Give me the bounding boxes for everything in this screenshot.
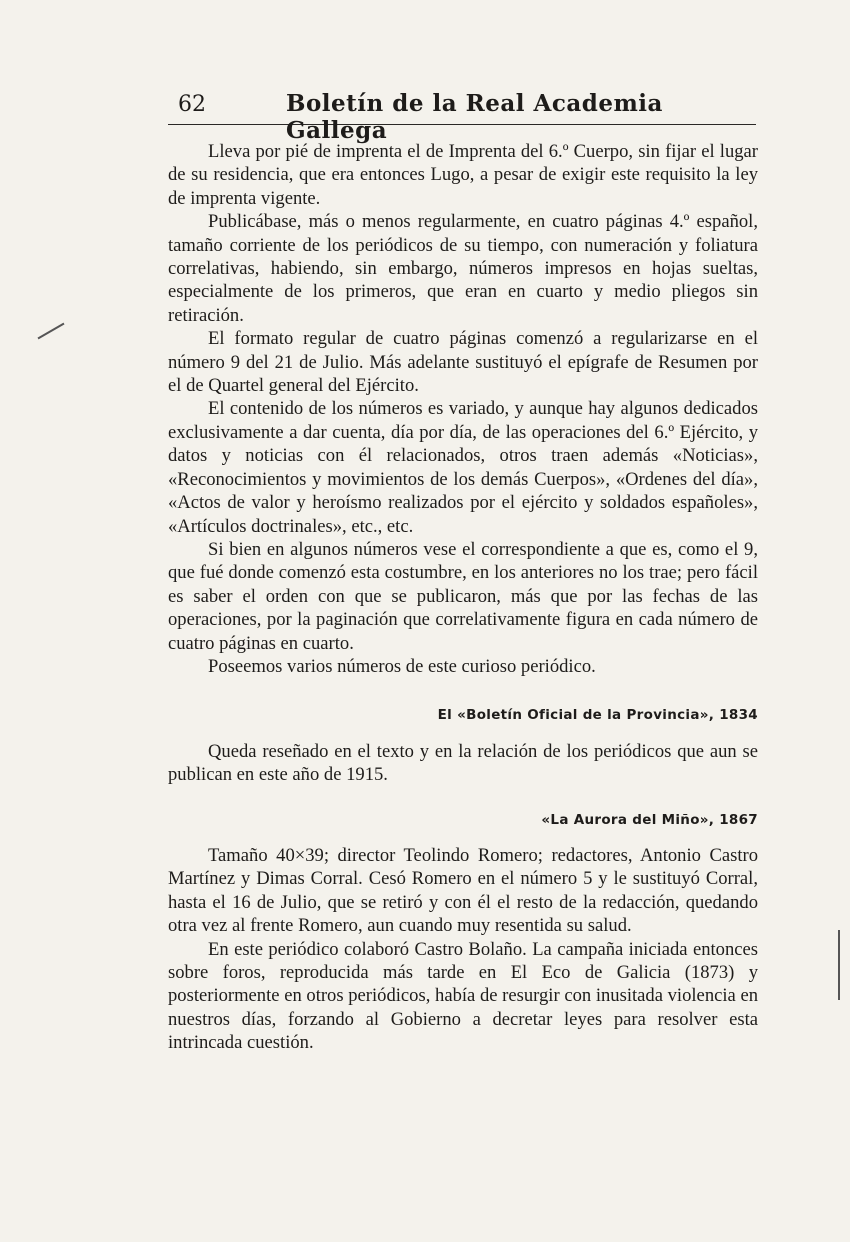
paragraph: Si bien en algunos números vese el correspondiente a que es, como el 9, que fué donde comenzó esta costumbre, en los anteriores no los trae; pero fácil es saber el orden con que se publicaron, más que por las fechas de las operaciones, por la paginación que correlativamente figura en cada número de cuatro páginas en cuarto. — [168, 538, 758, 654]
paragraph: El contenido de los números es variado, y aunque hay algunos dedicados exclusivamente a dar cuenta, día por día, de las operaciones del 6.º Ejército, y datos y noticias con él relacionados, otros traen además «Noticias», «Reconocimientos y movimientos de los demás Cuerpos», «Ordenes del día», «Actos de valor y heroísmo realizados por el ejército y soldados españoles», «Artículos doctrinales», etc., etc. — [168, 398, 758, 537]
running-title: Boletín de la Real Academia Gallega — [286, 90, 663, 144]
section-heading-aurora-del-mino: «La Aurora del Miño», 1867 — [541, 811, 758, 828]
margin-rule-mark — [838, 930, 840, 1000]
margin-pencil-mark — [38, 323, 65, 340]
paragraph: Queda reseñado en el texto y en la relación de los periódicos que aun se publican en este año de 1915. — [168, 740, 758, 786]
body-text — [168, 140, 758, 1055]
paragraph: Lleva por pié de imprenta el de Imprenta del 6.º Cuerpo, sin fijar el lugar de su residencia, que era entonces Lugo, a pesar de exigir este requisito la ley de imprenta vigente. — [168, 141, 758, 209]
page-header — [168, 88, 756, 144]
page-number: 62 — [178, 92, 206, 117]
paragraph: Poseemos varios números de este curioso periódico. — [208, 655, 596, 677]
paragraph: El formato regular de cuatro páginas comenzó a regularizarse en el número 9 del 21 de Julio. Más adelante sustituyó el epígrafe de Resumen por el de Quartel general del Ejército. — [168, 328, 758, 397]
paragraph: En este periódico colaboró Castro Bolaño. La campaña iniciada entonces sobre foros, reproducida más tarde en El Eco de Galicia (1873) y posteriormente en otros periódicos, había de resurgir con inusitada violencia en nuestros días, forzando al Gobierno a decretar leyes para resolver esta intrincada cuestión. — [168, 938, 758, 1054]
section-heading-boletin-oficial: El «Boletín Oficial de la Provincia», 1834 — [437, 707, 758, 724]
paragraph: Tamaño 40×39; director Teolindo Romero; redactores, Antonio Castro Martínez y Dimas Corral. Cesó Romero en el número 5 y le sustituyó Corral, hasta el 16 de Julio, que se retiró y con él el resto de la redacción, quedando otra vez al frente Romero, aun cuando muy resentida su salud. — [168, 844, 758, 937]
paragraph: Publicábase, más o menos regularmente, en cuatro páginas 4.º español, tamaño corriente de los periódicos de su tiempo, con numeración y foliatura correlativas, habiendo, sin embargo, números impresos en hojas sueltas, especialmente de los primeros, que eran en cuarto y medio pliegos sin retiración. — [168, 211, 758, 326]
